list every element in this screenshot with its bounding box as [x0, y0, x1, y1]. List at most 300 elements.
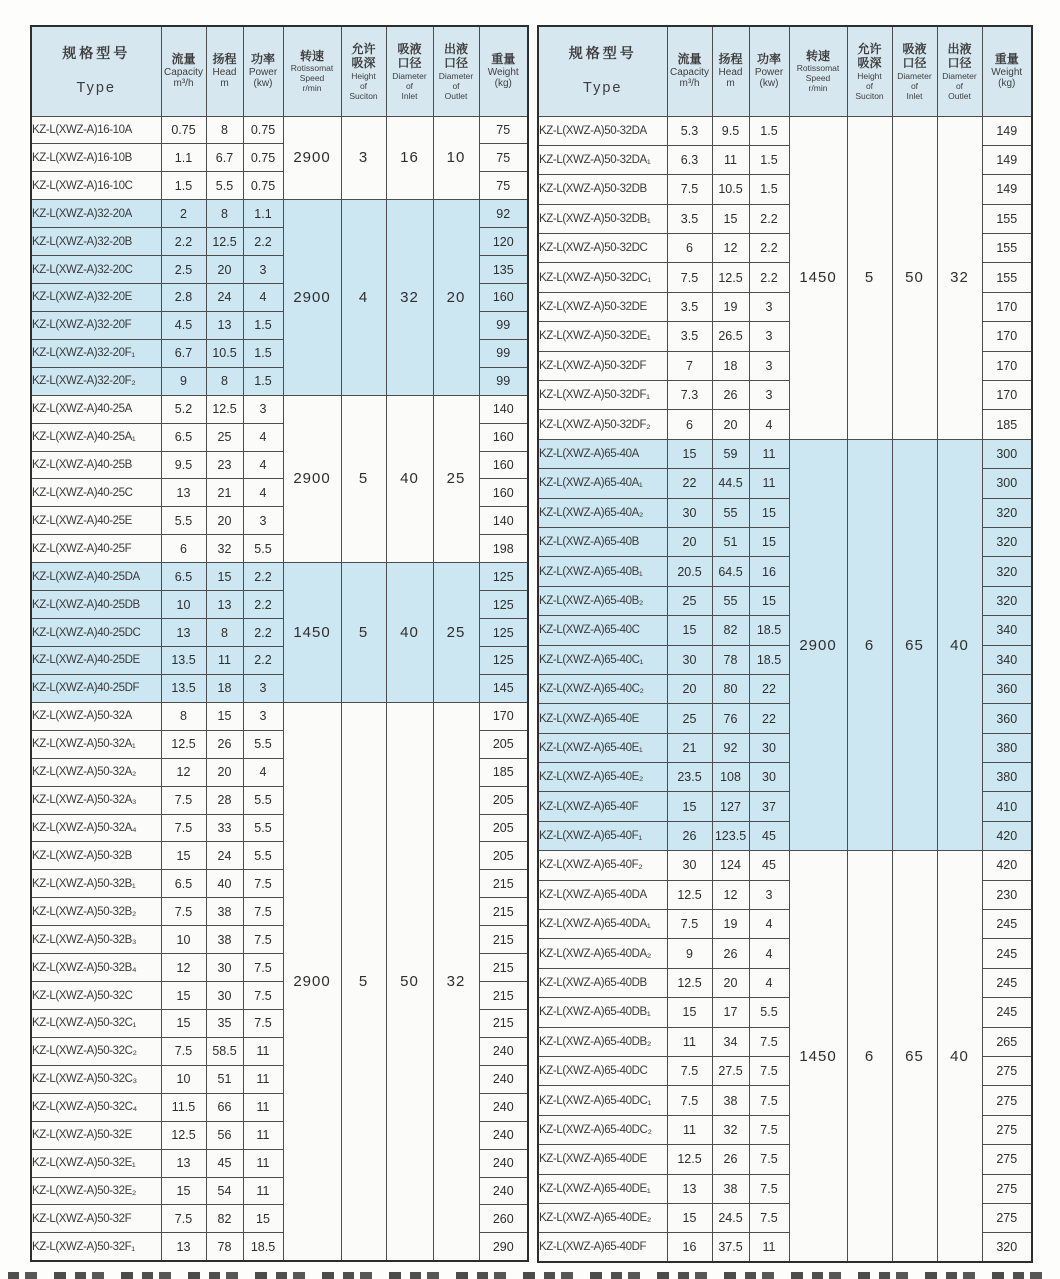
head-cell: 30	[206, 954, 243, 982]
capacity-cell: 7.5	[667, 1057, 712, 1086]
header-speed-en: r/min	[808, 83, 828, 94]
capacity-cell: 11	[667, 1115, 712, 1144]
power-cell: 7.5	[243, 1010, 283, 1038]
weight-cell: 320	[982, 586, 1032, 615]
weight-cell: 320	[982, 557, 1032, 586]
header-inlet-zh: 吸液	[397, 41, 422, 56]
power-cell: 30	[749, 763, 789, 792]
power-cell: 2.2	[243, 563, 283, 591]
type-cell: KZ-L(XWZ-A)65-40A₁	[538, 469, 667, 498]
power-cell: 2.2	[749, 204, 789, 233]
type-cell: KZ-L(XWZ-A)50-32A₄	[31, 814, 161, 842]
capacity-cell: 22	[667, 469, 712, 498]
capacity-cell: 3.5	[667, 204, 712, 233]
power-cell: 7.5	[243, 870, 283, 898]
head-cell: 12.5	[206, 228, 243, 256]
type-cell: KZ-L(XWZ-A)40-25DF	[31, 674, 161, 702]
power-cell: 0.75	[243, 172, 283, 200]
header-inlet	[386, 26, 433, 116]
weight-cell: 300	[982, 439, 1032, 468]
weight-cell: 340	[982, 616, 1032, 645]
merged-suction-cell: 4	[341, 200, 386, 395]
header-capacity-zh: 流量	[171, 52, 196, 67]
capacity-cell: 11	[667, 1027, 712, 1056]
capacity-cell: 12	[161, 954, 206, 982]
header-head-en: Head	[212, 66, 237, 78]
type-cell: KZ-L(XWZ-A)50-32C₃	[31, 1065, 161, 1093]
head-cell: 108	[712, 763, 749, 792]
header-power-en: Power	[754, 66, 784, 78]
capacity-cell: 3.5	[667, 322, 712, 351]
header-speed	[789, 26, 847, 116]
header-type	[538, 26, 667, 116]
head-cell: 127	[712, 792, 749, 821]
type-cell: KZ-L(XWZ-A)50-32B	[31, 842, 161, 870]
type-cell: KZ-L(XWZ-A)65-40F	[538, 792, 667, 821]
head-cell: 11	[206, 647, 243, 675]
power-cell: 7.5	[749, 1057, 789, 1086]
weight-cell: 275	[982, 1115, 1032, 1144]
head-cell: 78	[206, 1233, 243, 1261]
type-cell: KZ-L(XWZ-A)16-10C	[31, 172, 161, 200]
capacity-cell: 9	[667, 939, 712, 968]
power-cell: 11	[243, 1121, 283, 1149]
capacity-cell: 0.75	[161, 116, 206, 144]
head-cell: 25	[206, 423, 243, 451]
capacity-cell: 7.5	[161, 1205, 206, 1233]
head-cell: 12	[712, 234, 749, 263]
header-outlet-zh: 口径	[947, 56, 972, 71]
weight-cell: 215	[479, 1010, 528, 1038]
weight-cell: 420	[982, 851, 1032, 880]
capacity-cell: 1.5	[161, 172, 206, 200]
head-cell: 32	[206, 535, 243, 563]
power-cell: 4	[243, 284, 283, 312]
header-suction-zh: 允许	[351, 41, 376, 56]
type-cell: KZ-L(XWZ-A)50-32B₄	[31, 954, 161, 982]
head-cell: 10.5	[206, 339, 243, 367]
weight-cell: 99	[479, 339, 528, 367]
table-row	[31, 563, 528, 591]
capacity-cell: 13	[161, 479, 206, 507]
capacity-cell: 15	[161, 1177, 206, 1205]
weight-cell: 125	[479, 563, 528, 591]
head-cell: 64.5	[712, 557, 749, 586]
header-inlet-en: Diameter	[392, 70, 427, 81]
power-cell: 11	[243, 1149, 283, 1177]
weight-cell: 410	[982, 792, 1032, 821]
head-cell: 51	[712, 527, 749, 556]
power-cell: 0.75	[243, 116, 283, 144]
weight-cell: 320	[982, 527, 1032, 556]
capacity-cell: 21	[667, 733, 712, 762]
power-cell: 1.1	[243, 200, 283, 228]
weight-cell: 320	[982, 498, 1032, 527]
capacity-cell: 15	[667, 1203, 712, 1232]
power-cell: 3	[749, 880, 789, 909]
merged-outlet-cell: 10	[433, 116, 479, 200]
type-cell: KZ-L(XWZ-A)65-40DA	[538, 880, 667, 909]
table-row	[31, 395, 528, 423]
weight-cell: 215	[479, 982, 528, 1010]
power-cell: 7.5	[243, 954, 283, 982]
power-cell: 1.5	[243, 339, 283, 367]
capacity-cell: 2.5	[161, 256, 206, 284]
header-weight-en: (kg)	[998, 78, 1016, 90]
head-cell: 18	[712, 351, 749, 380]
header-head-en: Head	[718, 66, 743, 78]
merged-speed-cell: 1450	[283, 563, 341, 703]
weight-cell: 360	[982, 674, 1032, 703]
header-suction-en: Suciton	[349, 90, 378, 101]
power-cell: 15	[749, 498, 789, 527]
header-weight-en: Weight	[487, 66, 519, 78]
header-inlet	[892, 26, 937, 116]
power-cell: 7.5	[243, 982, 283, 1010]
type-cell: KZ-L(XWZ-A)65-40C₂	[538, 674, 667, 703]
header-power-zh: 功率	[250, 52, 275, 67]
type-cell: KZ-L(XWZ-A)32-20F₂	[31, 367, 161, 395]
weight-cell: 380	[982, 733, 1032, 762]
power-cell: 15	[749, 586, 789, 615]
capacity-cell: 30	[667, 851, 712, 880]
weight-cell: 75	[479, 144, 528, 172]
weight-cell: 380	[982, 763, 1032, 792]
capacity-cell: 16	[667, 1233, 712, 1262]
header-outlet-zh: 口径	[443, 56, 468, 71]
header-row	[31, 26, 528, 116]
weight-cell: 290	[479, 1233, 528, 1261]
header-inlet-en: Inlet	[401, 90, 418, 101]
type-cell: KZ-L(XWZ-A)65-40A	[538, 439, 667, 468]
power-cell: 7.5	[749, 1027, 789, 1056]
capacity-cell: 6	[667, 234, 712, 263]
type-cell: KZ-L(XWZ-A)65-40DB	[538, 968, 667, 997]
type-cell: KZ-L(XWZ-A)40-25DC	[31, 619, 161, 647]
type-cell: KZ-L(XWZ-A)65-40B₁	[538, 557, 667, 586]
type-cell: KZ-L(XWZ-A)32-20F	[31, 311, 161, 339]
capacity-cell: 12.5	[161, 730, 206, 758]
head-cell: 12.5	[206, 395, 243, 423]
head-cell: 34	[712, 1027, 749, 1056]
power-cell: 4	[243, 451, 283, 479]
power-cell: 3	[749, 381, 789, 410]
header-speed-en: Rotissomat	[796, 63, 840, 74]
header-outlet-en: of	[955, 80, 964, 91]
type-cell: KZ-L(XWZ-A)40-25A	[31, 395, 161, 423]
power-cell: 1.5	[243, 367, 283, 395]
power-cell: 3	[243, 256, 283, 284]
merged-speed-cell: 1450	[789, 116, 847, 439]
weight-cell: 92	[479, 200, 528, 228]
head-cell: 82	[712, 616, 749, 645]
weight-cell: 198	[479, 535, 528, 563]
head-cell: 6.7	[206, 144, 243, 172]
header-head	[712, 26, 749, 116]
type-cell: KZ-L(XWZ-A)50-32A₂	[31, 758, 161, 786]
type-cell: KZ-L(XWZ-A)40-25B	[31, 451, 161, 479]
capacity-cell: 7	[667, 351, 712, 380]
header-suction-zh: 吸深	[351, 56, 376, 71]
header-head	[206, 26, 243, 116]
type-cell: KZ-L(XWZ-A)40-25DE	[31, 647, 161, 675]
header-suction-zh: 吸深	[857, 56, 882, 71]
power-cell: 1.5	[749, 145, 789, 174]
power-cell: 5.5	[243, 786, 283, 814]
power-cell: 5.5	[243, 730, 283, 758]
header-inlet-en: of	[910, 80, 919, 91]
type-cell: KZ-L(XWZ-A)50-32E₁	[31, 1149, 161, 1177]
head-cell: 8	[206, 200, 243, 228]
merged-inlet-cell: 40	[386, 395, 433, 563]
head-cell: 80	[712, 674, 749, 703]
header-power-en: Power	[248, 66, 278, 78]
type-cell: KZ-L(XWZ-A)50-32A₃	[31, 786, 161, 814]
weight-cell: 149	[982, 145, 1032, 174]
power-cell: 22	[749, 674, 789, 703]
weight-cell: 340	[982, 645, 1032, 674]
head-cell: 24.5	[712, 1203, 749, 1232]
power-cell: 0.75	[243, 144, 283, 172]
type-cell: KZ-L(XWZ-A)50-32E	[31, 1121, 161, 1149]
weight-cell: 320	[982, 1233, 1032, 1262]
power-cell: 1.5	[749, 116, 789, 145]
weight-cell: 140	[479, 395, 528, 423]
merged-inlet-cell: 16	[386, 116, 433, 200]
capacity-cell: 13.5	[161, 647, 206, 675]
weight-cell: 275	[982, 1174, 1032, 1203]
type-cell: KZ-L(XWZ-A)65-40C₁	[538, 645, 667, 674]
power-cell: 4	[749, 939, 789, 968]
capacity-cell: 2	[161, 200, 206, 228]
merged-suction-cell: 6	[847, 851, 892, 1262]
type-cell: KZ-L(XWZ-A)50-32DE₁	[538, 322, 667, 351]
capacity-cell: 15	[161, 842, 206, 870]
weight-cell: 240	[479, 1149, 528, 1177]
weight-cell: 99	[479, 367, 528, 395]
type-cell: KZ-L(XWZ-A)32-20A	[31, 200, 161, 228]
capacity-cell: 4.5	[161, 311, 206, 339]
power-cell: 11	[243, 1037, 283, 1065]
merged-outlet-cell: 25	[433, 563, 479, 703]
header-suction	[341, 26, 386, 116]
head-cell: 66	[206, 1093, 243, 1121]
power-cell: 5.5	[243, 814, 283, 842]
capacity-cell: 3.5	[667, 292, 712, 321]
header-weight-zh: 重量	[994, 52, 1019, 67]
capacity-cell: 12.5	[161, 1121, 206, 1149]
capacity-cell: 7.5	[667, 1086, 712, 1115]
type-cell: KZ-L(XWZ-A)65-40B₂	[538, 586, 667, 615]
head-cell: 35	[206, 1010, 243, 1038]
power-cell: 3	[749, 322, 789, 351]
head-cell: 11	[712, 145, 749, 174]
capacity-cell: 15	[667, 439, 712, 468]
weight-cell: 240	[479, 1037, 528, 1065]
weight-cell: 275	[982, 1086, 1032, 1115]
power-cell: 7.5	[749, 1203, 789, 1232]
weight-cell: 205	[479, 814, 528, 842]
header-weight-zh: 重量	[491, 52, 516, 67]
weight-cell: 240	[479, 1121, 528, 1149]
header-suction-en: Height	[857, 70, 882, 81]
head-cell: 44.5	[712, 469, 749, 498]
weight-cell: 275	[982, 1203, 1032, 1232]
weight-cell: 205	[479, 730, 528, 758]
capacity-cell: 6.5	[161, 563, 206, 591]
head-cell: 20	[206, 758, 243, 786]
capacity-cell: 6	[667, 410, 712, 439]
power-cell: 18.5	[749, 616, 789, 645]
type-cell: KZ-L(XWZ-A)50-32F	[31, 1205, 161, 1233]
head-cell: 54	[206, 1177, 243, 1205]
weight-cell: 120	[479, 228, 528, 256]
header-power-en: (kw)	[253, 78, 273, 90]
capacity-cell: 6.3	[667, 145, 712, 174]
head-cell: 38	[712, 1086, 749, 1115]
header-head-zh: 扬程	[212, 52, 237, 67]
capacity-cell: 7.5	[161, 898, 206, 926]
capacity-cell: 7.5	[667, 263, 712, 292]
head-cell: 23	[206, 451, 243, 479]
weight-cell: 185	[982, 410, 1032, 439]
capacity-cell: 7.3	[667, 381, 712, 410]
header-power-zh: 功率	[756, 52, 781, 67]
merged-speed-cell: 2900	[283, 116, 341, 200]
head-cell: 26	[712, 1145, 749, 1174]
type-cell: KZ-L(XWZ-A)50-32DF₁	[538, 381, 667, 410]
capacity-cell: 7.5	[161, 1037, 206, 1065]
power-cell: 7.5	[749, 1086, 789, 1115]
power-cell: 7.5	[243, 898, 283, 926]
capacity-cell: 12	[161, 758, 206, 786]
weight-cell: 215	[479, 926, 528, 954]
header-outlet-en: Outlet	[948, 90, 971, 101]
type-cell: KZ-L(XWZ-A)50-32B₃	[31, 926, 161, 954]
capacity-cell: 6.5	[161, 870, 206, 898]
power-cell: 11	[749, 1233, 789, 1262]
header-inlet-en: of	[405, 80, 414, 91]
merged-inlet-cell: 50	[892, 116, 937, 439]
type-cell: KZ-L(XWZ-A)50-32DA	[538, 116, 667, 145]
header-suction-en: of	[359, 80, 368, 91]
capacity-cell: 12.5	[667, 880, 712, 909]
head-cell: 38	[206, 898, 243, 926]
type-cell: KZ-L(XWZ-A)65-40F₂	[538, 851, 667, 880]
head-cell: 12	[712, 880, 749, 909]
head-cell: 8	[206, 367, 243, 395]
power-cell: 4	[243, 479, 283, 507]
power-cell: 3	[243, 395, 283, 423]
power-cell: 4	[749, 968, 789, 997]
capacity-cell: 7.5	[161, 786, 206, 814]
weight-cell: 160	[479, 451, 528, 479]
header-type-zh: 规格型号	[62, 45, 131, 62]
power-cell: 11	[243, 1065, 283, 1093]
type-cell: KZ-L(XWZ-A)50-32DB₁	[538, 204, 667, 233]
capacity-cell: 2.8	[161, 284, 206, 312]
weight-cell: 149	[982, 116, 1032, 145]
weight-cell: 260	[479, 1205, 528, 1233]
weight-cell: 205	[479, 786, 528, 814]
table-row	[31, 200, 528, 228]
capacity-cell: 13	[161, 619, 206, 647]
type-cell: KZ-L(XWZ-A)65-40B	[538, 527, 667, 556]
capacity-cell: 5.2	[161, 395, 206, 423]
head-cell: 8	[206, 116, 243, 144]
type-cell: KZ-L(XWZ-A)50-32DC	[538, 234, 667, 263]
type-cell: KZ-L(XWZ-A)50-32DB	[538, 175, 667, 204]
weight-cell: 245	[982, 998, 1032, 1027]
capacity-cell: 13	[667, 1174, 712, 1203]
header-head-zh: 扬程	[718, 52, 743, 67]
header-capacity-zh: 流量	[677, 52, 702, 67]
head-cell: 5.5	[206, 172, 243, 200]
capacity-cell: 13	[161, 1233, 206, 1261]
capacity-cell: 15	[667, 616, 712, 645]
power-cell: 7.5	[749, 1115, 789, 1144]
capacity-cell: 25	[667, 586, 712, 615]
header-outlet-en: Diameter	[942, 70, 977, 81]
power-cell: 15	[243, 1205, 283, 1233]
type-cell: KZ-L(XWZ-A)50-32A	[31, 702, 161, 730]
capacity-cell: 26	[667, 821, 712, 850]
header-speed-zh: 转速	[299, 49, 324, 64]
weight-cell: 170	[982, 322, 1032, 351]
head-cell: 20	[712, 410, 749, 439]
weight-cell: 240	[479, 1177, 528, 1205]
head-cell: 21	[206, 479, 243, 507]
weight-cell: 125	[479, 591, 528, 619]
type-cell: KZ-L(XWZ-A)40-25A₁	[31, 423, 161, 451]
head-cell: 30	[206, 982, 243, 1010]
capacity-cell: 6.7	[161, 339, 206, 367]
merged-suction-cell: 5	[341, 395, 386, 563]
head-cell: 38	[712, 1174, 749, 1203]
power-cell: 45	[749, 851, 789, 880]
weight-cell: 140	[479, 507, 528, 535]
table-row	[31, 116, 528, 144]
power-cell: 5.5	[749, 998, 789, 1027]
merged-suction-cell: 3	[341, 116, 386, 200]
type-cell: KZ-L(XWZ-A)32-20B	[31, 228, 161, 256]
head-cell: 76	[712, 704, 749, 733]
capacity-cell: 5.5	[161, 507, 206, 535]
power-cell: 4	[243, 423, 283, 451]
head-cell: 20	[206, 256, 243, 284]
type-cell: KZ-L(XWZ-A)50-32DA₁	[538, 145, 667, 174]
table-row	[538, 851, 1032, 880]
power-cell: 3	[749, 351, 789, 380]
type-cell: KZ-L(XWZ-A)40-25DB	[31, 591, 161, 619]
weight-cell: 215	[479, 954, 528, 982]
weight-cell: 215	[479, 870, 528, 898]
header-outlet-zh: 出液	[443, 41, 468, 56]
weight-cell: 170	[479, 702, 528, 730]
header-speed-en: Speed	[805, 73, 831, 84]
merged-suction-cell: 5	[341, 563, 386, 703]
header-weight	[479, 26, 528, 116]
table-row	[538, 439, 1032, 468]
capacity-cell: 15	[161, 1010, 206, 1038]
header-weight	[982, 26, 1032, 116]
header-inlet-zh: 口径	[902, 56, 927, 71]
head-cell: 55	[712, 586, 749, 615]
type-cell: KZ-L(XWZ-A)50-32E₂	[31, 1177, 161, 1205]
power-cell: 1.5	[243, 311, 283, 339]
weight-cell: 75	[479, 116, 528, 144]
head-cell: 92	[712, 733, 749, 762]
